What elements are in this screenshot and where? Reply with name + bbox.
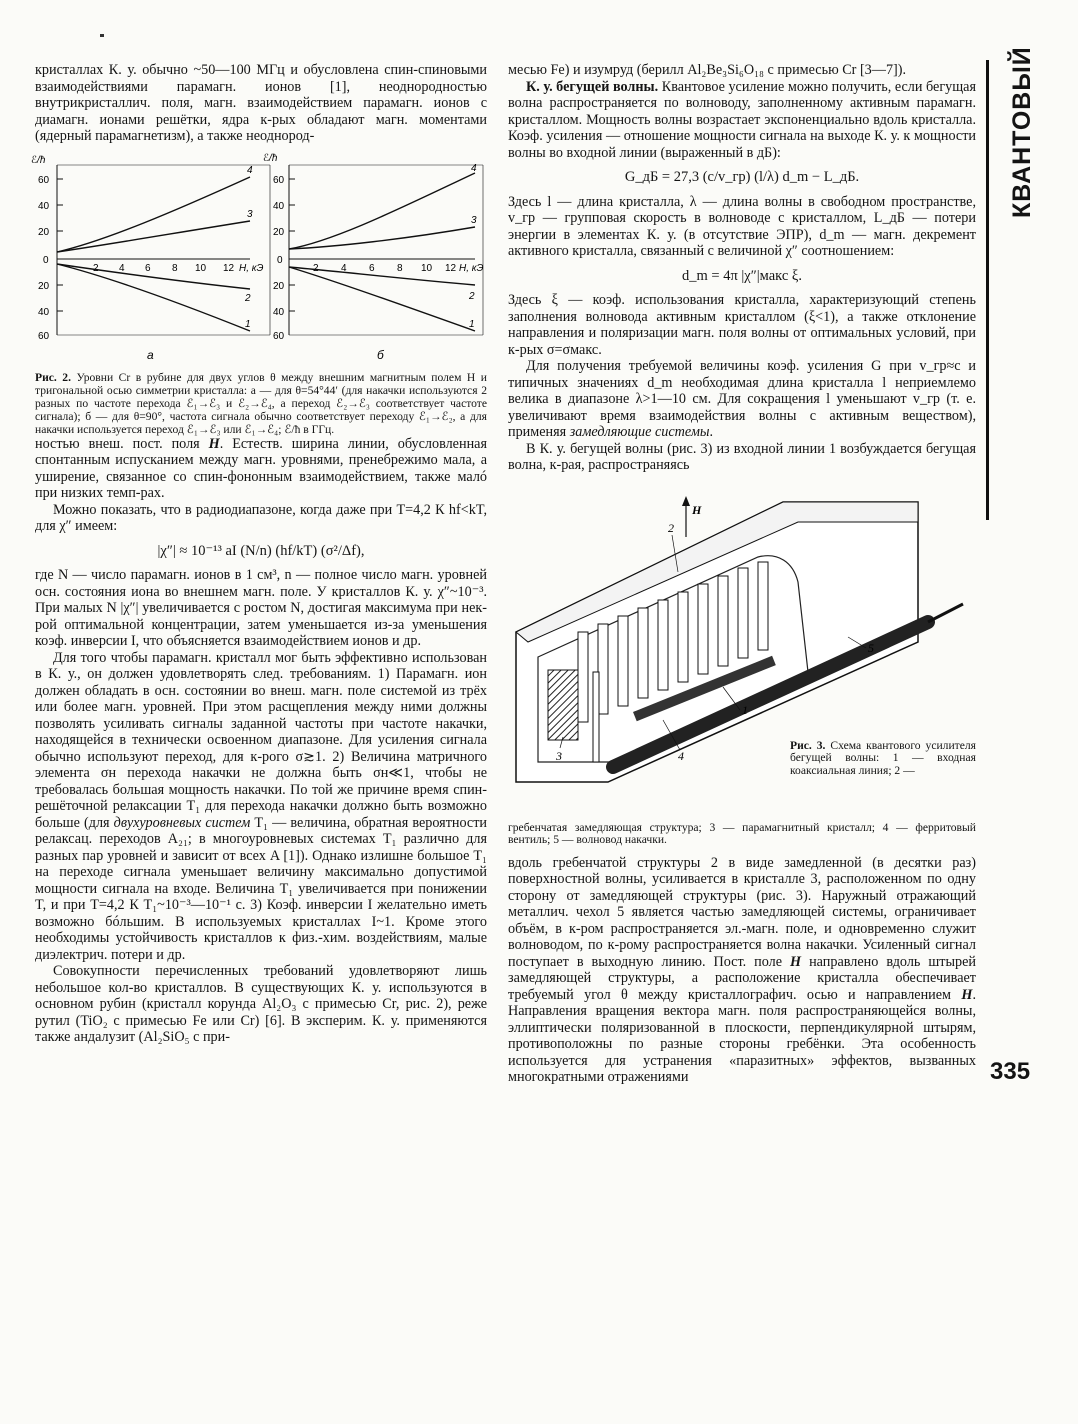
ylabel-b: ℰ/ħ xyxy=(263,152,278,164)
symbol-H: H xyxy=(790,953,802,970)
ytick: 20 xyxy=(38,280,50,292)
paragraph-fig3-ref: В К. у. бегущей волны (рис. 3) из входной линии 1 возбуждается бегущая волна, к-рая, распространяясь xyxy=(508,440,976,473)
panel-a xyxy=(31,155,270,362)
xtick: 6 xyxy=(145,262,151,274)
ytick: 60 xyxy=(38,174,50,186)
paragraph-here-1: Здесь l — длина кристалла, λ — длина волны в свободном пространстве, v_гр — групповая скорость в волноводе с кристаллом, L_дБ — потери энергии в элементах К. у. (в отсутствие ЭПР), d_m — магн. декремент активного кристалла, связанный с величиной χ″ соотношением: xyxy=(508,193,976,259)
part-label-5: 5 xyxy=(868,640,874,655)
figure-2-caption xyxy=(35,371,487,436)
figure-2 xyxy=(31,151,487,371)
paragraph-intro: кристаллах К. у. обычно ~50—100 МГц и обусловлена спин-спиновыми взаимодействиями парамагн. ионов [1], неоднородностью внутрикристаллич. поля, магн. взаимодействием парамагн. ионов с диамагн. ионами решётки, ядра к-рых обладают магн. моментами (ядерный парамагнетизм), а также неоднород- xyxy=(35,62,487,144)
figure-3-caption-text: Схема квантового усилителя бегущей волны: 1 — входная коаксиальная линия; 2 — xyxy=(790,738,976,777)
xtick: 8 xyxy=(172,262,178,274)
sidebar xyxy=(1000,46,1060,218)
formula-gain: G_дБ = 27,3 (c/v_гр) (l/λ) d_m − L_дБ. xyxy=(624,169,860,185)
ytick: 40 xyxy=(273,306,285,318)
paragraph-line-width xyxy=(35,436,487,502)
ytick: 20 xyxy=(38,226,50,238)
text-run: направлено вдоль штырей замедляющей структуры, а расположение кристалла обеспечивает требуемый угол θ между кристаллографич. осью и направлением xyxy=(508,953,977,1003)
formula-dm: d_m = 4π |χ″|макс ξ. xyxy=(681,267,803,284)
part-label-3: 3 xyxy=(556,748,562,763)
text-run: . Естеств. ширина линии, обусловленная спонтанным испусканием между магн. уровнями, пренебрежимо мала, а уширение, связанное со спин-фононным взаимодействием, также малó при низких темп-рах. xyxy=(35,435,487,501)
xtick: 4 xyxy=(119,262,125,274)
paragraph-travelling-wave xyxy=(508,79,976,162)
paragraph-along xyxy=(508,855,976,1086)
xunit: H, кЭ xyxy=(239,262,264,274)
text-run-italic: замедляющие системы xyxy=(569,424,710,440)
level-curve-3 xyxy=(57,221,250,252)
xtick: 2 xyxy=(313,262,319,274)
paragraph-requirements xyxy=(35,650,487,964)
curve-label: 4 xyxy=(247,164,253,176)
ytick: 40 xyxy=(273,200,285,212)
panel-b xyxy=(263,153,484,362)
right-column xyxy=(508,62,976,1086)
text-run: Квантовое усиление можно получить, если бегущая волна распространяется по волноводу, заполненному активным парамагн. кристаллом. Мощность волны возрастает экспоненциально вдоль кристалла. Коэф. усиления — отношение мощности сигнала на выходе К. у. к мощности волны во входной линии (выраженный в дБ): xyxy=(508,78,976,161)
level-curve-2 xyxy=(57,264,250,289)
curve-label: 2 xyxy=(245,292,251,304)
text-run: . xyxy=(709,424,714,440)
formula-chi: |χ″| ≈ 10⁻¹³ aI (N/n) (hf/kT) (σ²/Δf), xyxy=(157,542,365,559)
xtick: 8 xyxy=(397,262,403,274)
figure-2-caption-label: Рис. 2. xyxy=(35,370,72,384)
text-run: ностью внеш. пост. поля xyxy=(35,435,209,452)
scan-mark xyxy=(100,34,104,37)
input-rod xyxy=(593,672,599,762)
ytick: 60 xyxy=(273,174,285,186)
curve-label: 3 xyxy=(247,208,253,220)
ytick: 20 xyxy=(273,280,285,292)
ytick: 60 xyxy=(38,330,50,342)
ytick: 20 xyxy=(273,226,285,238)
paragraph-show: Можно показать, что в радиодиапазоне, когда даже при T=4,2 К hf<kT, для χ″ имеем: xyxy=(35,501,487,534)
figure-2-caption-text: Уровни Cr в рубине для двух углов θ между внешним магнитным полем H и тригональной осью симметрии кристалла: а — для θ=54°44′ (для накачки используются 2 разных по частоте перехода ℰ₁→ℰ₃ и ℰ₂→ℰ₄, а переход ℰ₂→ℰ₃ соответствует частоте сигнала); б — для θ=90°, частота сигнала обычно соответствует переходу ℰ₁→ℰ₂, а для накачки используется переход ℰ₁→ℰ₃ или ℰ₁→ℰ₄; ℰ/ħ в ГГц. xyxy=(35,370,487,436)
figure-3-caption-part-a xyxy=(790,740,976,778)
text-run: Для получения требуемой величины коэф. усиления G при v_гр≈c и типичных значениях d_m необходимая длина кристалла l неприемлемо велика в диапазоне λ>1—10 см. Для сокращения l уменьшают v_гр (т. е. увеличивают время взаимодействия волны с активным веществом), применяя xyxy=(508,358,976,440)
ytick: 40 xyxy=(38,200,50,212)
level-curve-4 xyxy=(57,177,250,252)
xtick: 10 xyxy=(421,262,433,274)
section-heading: К. у. бегущей волны. xyxy=(526,78,659,95)
field-label: H xyxy=(692,502,702,517)
curve-label: 2 xyxy=(469,290,475,302)
xtick: 4 xyxy=(341,262,347,274)
text-run: Для того чтобы парамагн. кристалл мог быть эффективно использован в К. у., он должен удовлетворять след. требованиям. 1) Парамагн. ион должен обладать в осн. состоянии во внеш. магн. поле системой из трёх или более магн. уровней. При этом расщепления между ними должны позволять усиливать сигналы заданной частоты при частоте накачки, находящейся в технически освоенном диапазоне. Для усиления сигнала обычно используют переход, для к-рого σ≳1. 2) Величина матричного элемента σн перехода накачки не должна быть σн≪1, чтобы не требовалась большая мощность накачки. По той же причине время спин-решёточной релаксации T₁ для перехода накачки должно быть возможно больше (для xyxy=(35,649,487,831)
part-label-4: 4 xyxy=(678,748,684,763)
level-curve-1 xyxy=(57,264,250,331)
sidebar-rule xyxy=(986,60,989,520)
paragraph-continued: месью Fe) и изумруд (берилл Al₂Be₃Si₆O₁₈ с примесью Cr [3—7]). xyxy=(508,62,907,78)
level-curve-4 xyxy=(289,173,475,249)
sidebar-title: КВАНТОВЫЙ xyxy=(1008,46,1036,218)
ytick: 40 xyxy=(38,306,50,318)
panel-a-label: а xyxy=(147,347,154,362)
text-run: вдоль гребенчатой структуры 2 в виде замедленной (в десятки раз) поверхностной волны, усиливается в кристалле 3, расположенном по одну сторону от замедляющей структуры (рис. 3). Наружный отражающий металлич. чехол 5 является частью замедляющей системы, ограничивает объём, в к-ром распространяется эл.-магн. поле, и одновременно служит волноводом, по к-рому распространяется волна накачки. Усиленный сигнал поступает в выходную линию. Пост. поле xyxy=(508,854,976,970)
paramagnetic-crystal xyxy=(548,670,578,740)
panel-b-label: б xyxy=(377,347,384,362)
coax-center xyxy=(928,604,963,622)
xtick: 6 xyxy=(369,262,375,274)
paragraph-crystals: Совокупности перечисленных требований удовлетворяют лишь небольшое кол-во кристаллов. В существующих К. у. используются в основном рубин (кристалл корунда Al₂O₃ с примесью Cr, рис. 2), реже рутил (TiO₂ с примесью Fe или Cr) [6]. В эксперим. К. у. применяются также андалузит (Al₂SiO₅ с при- xyxy=(35,963,487,1045)
curve-label: 1 xyxy=(245,318,251,330)
xtick: 2 xyxy=(93,262,99,274)
text-run-italic: двухуровневых систем xyxy=(113,814,251,831)
xtick: 12 xyxy=(223,262,235,274)
curve-label: 4 xyxy=(471,162,477,174)
page-number: 335 xyxy=(990,1058,1031,1085)
ytick: 0 xyxy=(43,254,49,266)
ylabel-a: ℰ/ħ xyxy=(31,154,46,166)
text-run: T₁ — величина, обратная вероятности релаксац. переходов A₂₁; в многоуровневых системах T₁ различно для разных пар уровней и зависит от всех A [1]). Однако излишне большое T₁ на переходе сигнала уменьшает величину максимально допустимой мощности сигнала на входе. Величина T₁ увеличивается при понижении T, и при T=4,2 К T₁~10⁻³—10⁻¹ с. 3) Коэф. инверсии I желательно иметь возможно бóльшим. В используемых кристаллах I~1. Кроме этого необходимы устойчивость кристаллов к физ.-хим. воздействиям, малые диэлектрич. потери и др. xyxy=(35,814,488,963)
energy-levels-diagram xyxy=(31,151,487,371)
curve-label: 1 xyxy=(469,318,475,330)
curve-label: 3 xyxy=(471,214,477,226)
xtick: 12 xyxy=(445,262,457,274)
part-label-2: 2 xyxy=(668,520,674,535)
part-label-1: 1 xyxy=(742,702,748,717)
level-curve-3 xyxy=(289,227,475,249)
xtick: 10 xyxy=(195,262,207,274)
ytick: 60 xyxy=(273,330,285,342)
paragraph-obtain xyxy=(508,358,976,441)
figure-3-caption-label: Рис. 3. xyxy=(790,738,826,752)
paragraph-here-2: Здесь ξ — коэф. использования кристалла, характеризующий степень заполнения волновода активным кристаллом (ξ<1), а также отклонение направления и поляризации магн. поля волны от оптимальных условий, при к-рых σ=σмакс. xyxy=(508,292,976,358)
ytick: 0 xyxy=(277,254,283,266)
symbol-H: H xyxy=(961,986,973,1003)
figure-3 xyxy=(508,482,976,822)
paragraph-where: где N — число парамагн. ионов в 1 см³, n — полное число магн. уровней осн. состояния иона во внешнем магн. поле. У кристаллов К. у. χ″~10⁻³. При малых N |χ″| увеличивается с ростом N, достигая максимума при нек-рой оптимальной концентрации, затем уменьшается из-за уменьшения коэф. инверсии I, что объясняется взаимодействием ионов и др. xyxy=(35,567,487,649)
left-column xyxy=(31,62,488,1046)
xunit: H, кЭ xyxy=(459,262,484,274)
text-run: . Направления вращения вектора магн. поля распространяющейся волны, эллиптически поляризованной в плоскости, перпендикулярной штырям, противоположны по разные стороны гребёнки. Эта особенность используется для устранения «паразитных» эффектов, вызванных многократными отражениями xyxy=(508,986,976,1085)
symbol-H: H xyxy=(208,435,220,452)
figure-3-caption-part-b: гребенчатая замедляющая структура; 3 — парамагнитный кристалл; 4 — ферритовый вентиль; 5 — волновод накачки. xyxy=(508,820,976,846)
